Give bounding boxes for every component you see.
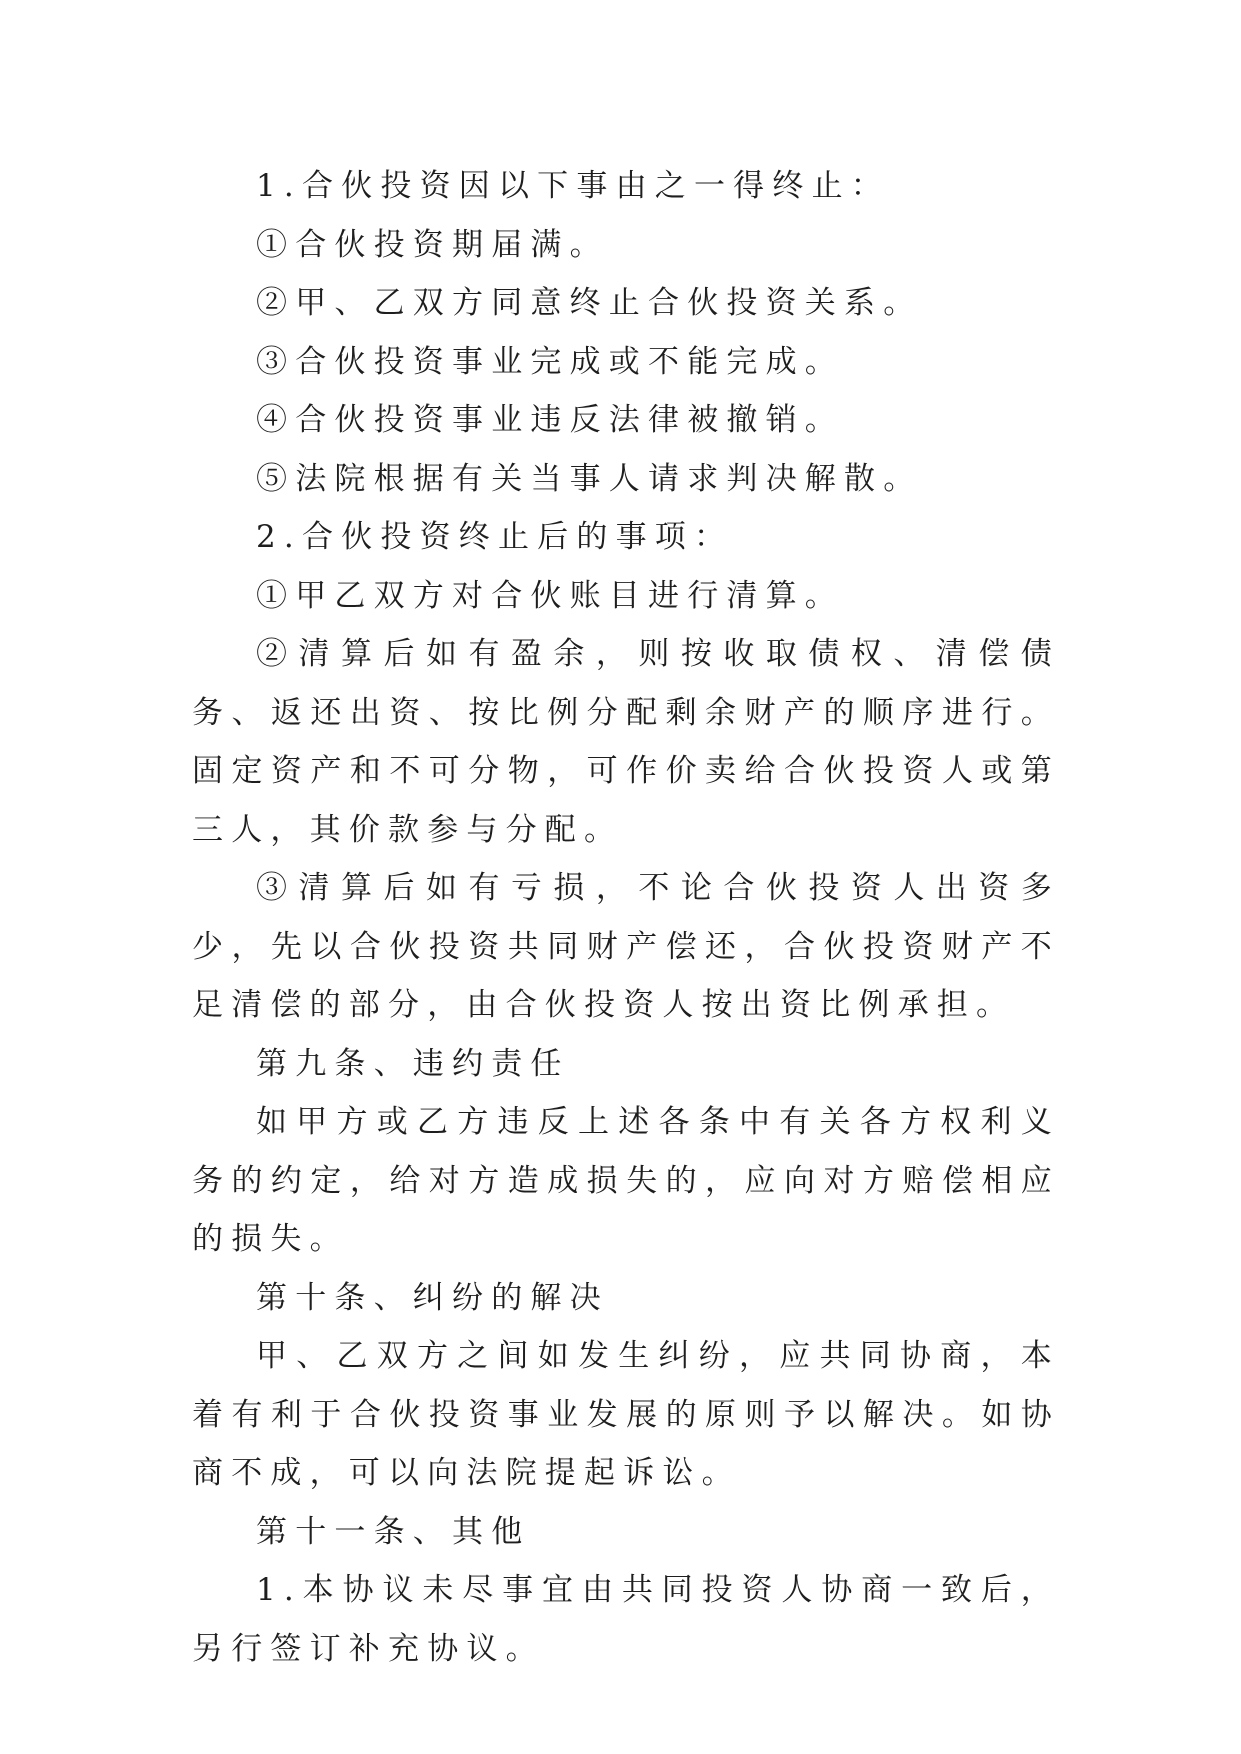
heading-article-11: 第十一条、其他 (256, 1513, 531, 1550)
paragraph-cause-3: ③合伙投资事业完成或不能完成。 (256, 343, 844, 380)
paragraph-cause-2: ②甲、乙双方同意终止合伙投资关系。 (256, 285, 923, 321)
paragraph-cause-5: ⑤法院根据有关当事人请求判决解散。 (256, 460, 923, 497)
paragraph-termination-causes: 1.合伙投资因以下事由之一得终止： (256, 168, 890, 204)
paragraph-liquidation-3: ③清算后如有亏损，不论合伙投资人出资多少，先以合伙投资共同财产偿还，合伙投资财产不足清偿的部分，由合伙投资人按出资比例承担。 (192, 870, 1060, 1023)
heading-article-10: 第十条、纠纷的解决 (256, 1279, 609, 1316)
paragraph-dispute-resolution: 甲、乙双方之间如发生纠纷，应共同协商，本着有利于合伙投资事业发展的原则予以解决。如协商不成，可以向法院提起诉讼。 (192, 1338, 1060, 1491)
paragraph-breach-liability: 如甲方或乙方违反上述各条中有关各方权利义务的约定，给对方造成损失的，应向对方赔偿相应的损失。 (192, 1104, 1060, 1257)
paragraph-other-1: 1.本协议未尽事宜由共同投资人协商一致后，另行签订补充协议。 (192, 1572, 1060, 1667)
heading-article-9: 第九条、违约责任 (256, 1045, 570, 1082)
paragraph-liquidation-2: ②清算后如有盈余，则按收取债权、清偿债务、返还出资、按比例分配剩余财产的顺序进行。固定资产和不可分物，可作价卖给合伙投资人或第三人，其价款参与分配。 (192, 636, 1060, 848)
paragraph-cause-4: ④合伙投资事业违反法律被撤销。 (256, 402, 844, 438)
paragraph-cause-1: ①合伙投资期届满。 (256, 226, 609, 263)
paragraph-liquidation-1: ①甲乙双方对合伙账目进行清算。 (256, 577, 844, 614)
paragraph-after-termination: 2.合伙投资终止后的事项： (256, 519, 734, 555)
document-body (192, 157, 1060, 1678)
